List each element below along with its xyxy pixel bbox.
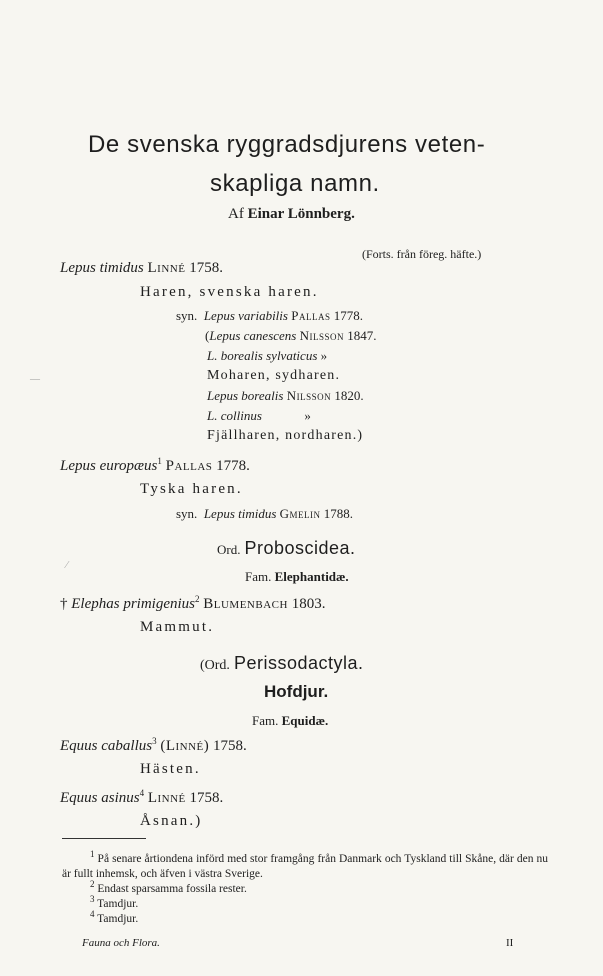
- common-name: Mammut.: [140, 619, 215, 635]
- footnote-4: [62, 909, 548, 927]
- footnote-number: 1: [90, 849, 95, 860]
- footnote-text: Endast sparsamma fossila rester.: [97, 883, 247, 895]
- synonym-authority: Pallas: [291, 308, 331, 323]
- footnote-text: På senare årtiondena införd med stor framgång från Danmark och Tyskland till Skåne, där den nu är fullt inhemsk, och äfven i västra Sverige.: [62, 853, 549, 880]
- synonym-name: Lepus borealis: [207, 388, 284, 403]
- synonym-name: L. borealis sylvaticus: [207, 348, 318, 363]
- synonym-row: [176, 308, 363, 324]
- footer-journal: Fauna och Flora.: [82, 937, 160, 949]
- footnote-ref: 1: [157, 456, 162, 466]
- family-label: Fam.: [252, 713, 279, 728]
- order-common-name: Hofdjur.: [264, 682, 329, 701]
- synonym-authority: Nilsson: [286, 388, 332, 403]
- species-name: Elephas primigenius: [71, 596, 195, 612]
- species-year: 1803.: [291, 596, 326, 612]
- footnote-number: 4: [90, 909, 95, 920]
- footnote-1: [62, 849, 549, 882]
- order-heading: [217, 538, 356, 559]
- footnote-2: [62, 879, 548, 897]
- ditto-mark: »: [320, 348, 328, 363]
- family-label: Fam.: [245, 569, 272, 584]
- common-name: Haren, svenska haren.: [140, 284, 319, 300]
- species-year: 1758.: [213, 738, 247, 754]
- synonym-common-name: Fjällharen, nordharen.): [207, 428, 364, 443]
- extinct-dagger: †: [60, 596, 68, 612]
- footnote-text: Tamdjur.: [97, 898, 139, 910]
- syn-label: syn.: [176, 506, 198, 521]
- footnote-ref: 2: [195, 594, 200, 604]
- continuation-note: (Forts. från föreg. häfte.): [362, 247, 482, 261]
- synonym-row: [207, 348, 327, 364]
- species-lepus-timidus: [60, 260, 223, 277]
- family-name: Equidæ.: [281, 713, 329, 728]
- footnote-number: 2: [90, 879, 95, 890]
- byline-author: Einar Lönnberg.: [247, 206, 355, 222]
- margin-mark: ⁄: [66, 560, 68, 571]
- order-label: Ord.: [217, 542, 241, 557]
- synonym-name: Lepus variabilis: [203, 308, 288, 323]
- species-year: 1758.: [189, 260, 223, 276]
- common-name: Tyska haren.: [140, 481, 243, 497]
- synonym-row: [207, 408, 311, 424]
- order-label: (Ord.: [200, 658, 230, 673]
- footnotes: [62, 849, 549, 927]
- species-authority: Pallas: [165, 458, 213, 474]
- synonym-common-name: Moharen, sydharen.: [207, 368, 341, 383]
- footnote-number: 3: [90, 894, 95, 905]
- footnote-rule: [62, 838, 146, 839]
- synonym-row: [176, 506, 353, 522]
- byline: [228, 206, 355, 223]
- species-authority: Blumenbach: [203, 596, 288, 612]
- species-year: 1758.: [189, 790, 224, 806]
- order-name: Perissodactyla.: [233, 653, 364, 673]
- species-name: Lepus europæus: [60, 458, 158, 474]
- synonym-year: 1778.: [333, 308, 363, 323]
- species-authority: (Linné): [160, 738, 210, 754]
- synonym-name: Lepus timidus: [203, 506, 277, 521]
- species-equus-caballus: [60, 738, 247, 755]
- order-heading: [200, 653, 364, 674]
- common-name: Hästen.: [140, 761, 201, 777]
- synonym-year: 1788.: [323, 506, 354, 521]
- family-heading: [245, 569, 349, 585]
- footnote-3: [62, 894, 548, 912]
- ditto-mark: »: [304, 408, 311, 423]
- byline-prefix: Af: [228, 206, 244, 222]
- footnote-text: Tamdjur.: [97, 913, 139, 925]
- page-number: II: [506, 937, 514, 949]
- footnote-ref: 4: [139, 788, 145, 798]
- family-heading: [252, 713, 328, 729]
- species-authority: Linné: [147, 790, 186, 806]
- synonym-year: 1847.: [347, 328, 377, 343]
- species-name: Equus caballus: [60, 738, 153, 754]
- article-title-line1: De svenska ryggradsdjurens veten-: [88, 131, 486, 158]
- synonym-authority: Gmelin: [279, 506, 321, 521]
- synonym-authority: Nilsson: [299, 328, 345, 343]
- margin-mark: —: [30, 374, 40, 385]
- synonym-name: Lepus canescens: [209, 328, 297, 343]
- species-authority: Linné: [147, 260, 186, 276]
- species-name: Lepus timidus: [60, 260, 144, 276]
- synonym-row: [207, 388, 364, 404]
- order-name: Proboscidea.: [244, 538, 356, 558]
- article-title-line2: skapliga namn.: [210, 170, 380, 197]
- species-name: Equus asinus: [60, 790, 140, 806]
- synonym-name: L. collinus: [207, 408, 262, 423]
- family-name: Elephantidæ.: [274, 569, 349, 584]
- species-equus-asinus: [60, 790, 223, 807]
- synonym-paren: (: [205, 328, 210, 343]
- species-lepus-europaeus: [60, 458, 250, 475]
- footnote-ref: 3: [152, 736, 157, 746]
- common-name: Åsnan.): [140, 813, 203, 829]
- synonym-row: [205, 328, 377, 344]
- syn-label: syn.: [176, 308, 198, 323]
- species-year: 1778.: [216, 458, 250, 474]
- species-elephas-primigenius: [60, 596, 325, 613]
- synonym-year: 1820.: [334, 388, 364, 403]
